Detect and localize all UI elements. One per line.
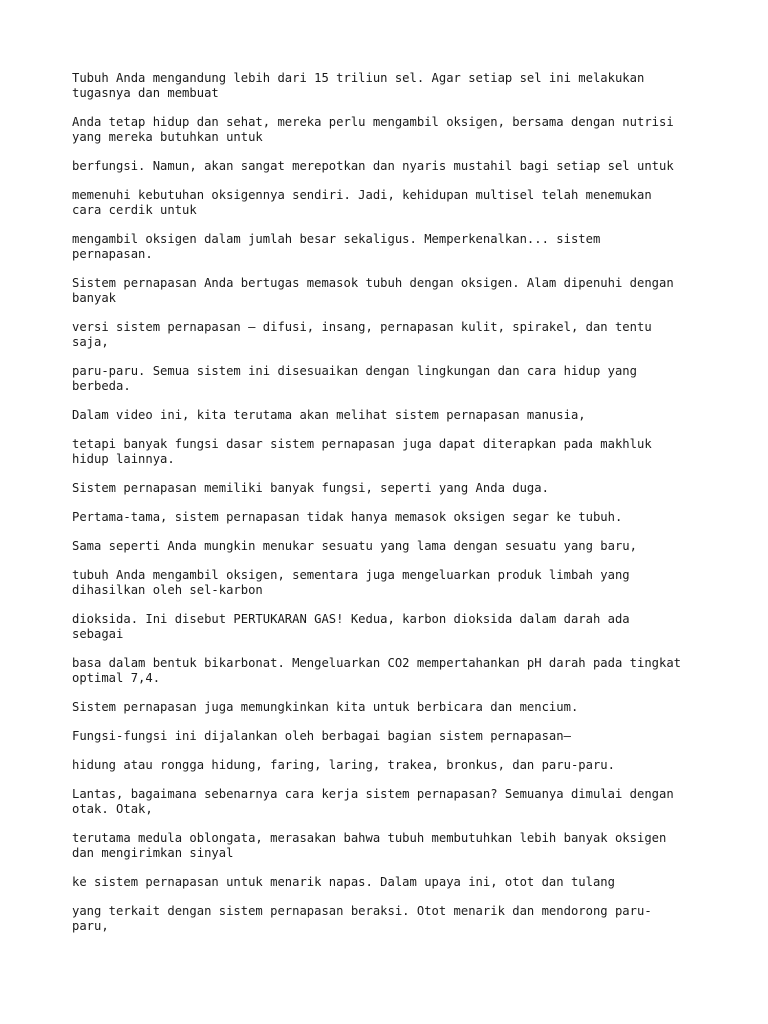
paragraph-19: hidung atau rongga hidung, faring, laring, trakea, bronkus, dan paru-paru. — [72, 758, 615, 772]
paragraph-6: Sistem pernapasan Anda bertugas memasok tubuh dengan oksigen. Alam dipenuhi dengan banyak — [72, 276, 674, 305]
paragraph-11: Sistem pernapasan memiliki banyak fungsi, seperti yang Anda duga. — [72, 481, 549, 495]
paragraph-18: Fungsi-fungsi ini dijalankan oleh berbagai bagian sistem pernapasan— — [72, 729, 571, 743]
paragraph-20: Lantas, bagaimana sebenarnya cara kerja sistem pernapasan? Semuanya dimulai dengan otak. Otak, — [72, 787, 674, 816]
paragraph-14: tubuh Anda mengambil oksigen, sementara juga mengeluarkan produk limbah yang dihasilkan oleh sel-karbon — [72, 568, 630, 597]
paragraph-2: Anda tetap hidup dan sehat, mereka perlu mengambil oksigen, bersama dengan nutrisi yang mereka butuhkan untuk — [72, 115, 674, 144]
paragraph-3: berfungsi. Namun, akan sangat merepotkan dan nyaris mustahil bagi setiap sel untuk — [72, 159, 674, 173]
paragraph-21: terutama medula oblongata, merasakan bahwa tubuh membutuhkan lebih banyak oksigen dan mengirimkan sinyal — [72, 831, 667, 860]
paragraph-8: paru-paru. Semua sistem ini disesuaikan dengan lingkungan dan cara hidup yang berbeda. — [72, 364, 637, 393]
paragraph-12: Pertama-tama, sistem pernapasan tidak hanya memasok oksigen segar ke tubuh. — [72, 510, 623, 524]
paragraph-23: yang terkait dengan sistem pernapasan beraksi. Otot menarik dan mendorong paru- paru, — [72, 904, 652, 933]
paragraph-7: versi sistem pernapasan – difusi, insang, pernapasan kulit, spirakel, dan tentu saja, — [72, 320, 652, 349]
paragraph-4: memenuhi kebutuhan oksigennya sendiri. Jadi, kehidupan multisel telah menemukan cara cerdik untuk — [72, 188, 652, 217]
paragraph-9: Dalam video ini, kita terutama akan melihat sistem pernapasan manusia, — [72, 408, 586, 422]
paragraph-10: tetapi banyak fungsi dasar sistem pernapasan juga dapat diterapkan pada makhluk hidup lainnya. — [72, 437, 652, 466]
paragraph-15: dioksida. Ini disebut PERTUKARAN GAS! Kedua, karbon dioksida dalam darah ada sebagai — [72, 612, 630, 641]
paragraph-17: Sistem pernapasan juga memungkinkan kita untuk berbicara dan mencium. — [72, 700, 579, 714]
paragraph-5: mengambil oksigen dalam jumlah besar sekaligus. Memperkenalkan... sistem pernapasan. — [72, 232, 601, 261]
paragraph-13: Sama seperti Anda mungkin menukar sesuatu yang lama dengan sesuatu yang baru, — [72, 539, 637, 553]
paragraph-16: basa dalam bentuk bikarbonat. Mengeluarkan CO2 mempertahankan pH darah pada tingkat optimal 7,4. — [72, 656, 682, 685]
paragraph-22: ke sistem pernapasan untuk menarik napas. Dalam upaya ini, otot dan tulang — [72, 875, 615, 889]
paragraph-1: Tubuh Anda mengandung lebih dari 15 triliun sel. Agar setiap sel ini melakukan tugasnya dan membuat — [72, 71, 645, 100]
